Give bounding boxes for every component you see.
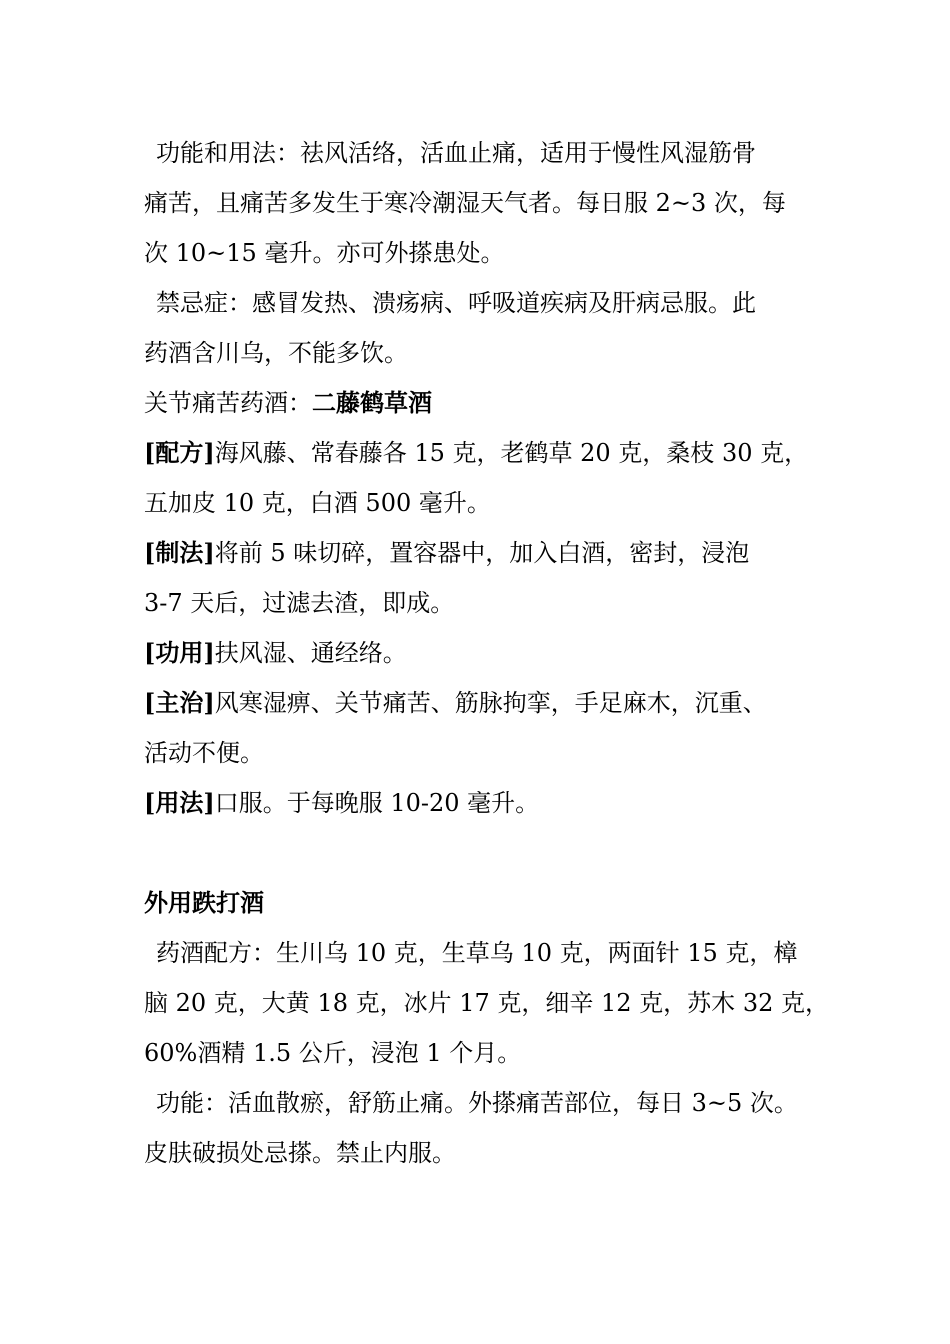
recipe-title-prefix: 关节痛苦药酒： xyxy=(144,389,312,417)
usage-text: 口服。于每晚服 10-20 毫升。 xyxy=(214,789,540,817)
ingredients-label: [配方] xyxy=(144,438,215,467)
indication-text-1: 风寒湿痹、关节痛苦、筋脉拘挛，手足麻木，沉重、 xyxy=(214,689,767,717)
effect-text: 扶风湿、通经络。 xyxy=(214,639,407,667)
preparation-label: [制法] xyxy=(144,538,215,567)
preparation-line-2: 3-7 天后，过滤去渣，即成。 xyxy=(144,589,455,617)
external-function-line-2: 皮肤破损处忌搽。禁止内服。 xyxy=(144,1139,456,1167)
usage-label: [用法] xyxy=(144,788,215,817)
indication-line-2: 活动不便。 xyxy=(144,739,264,767)
ingredients-line-1 xyxy=(144,428,814,478)
external-function-line-1: 功能：活血散瘀，舒筋止痛。外搽痛苦部位，每日 3~5 次。 xyxy=(156,1089,798,1117)
function-usage-line-2: 痛苦，且痛苦多发生于寒冷潮湿天气者。每日服 2~3 次，每 xyxy=(144,189,786,217)
contraindication-line-2: 药酒含川乌，不能多饮。 xyxy=(144,339,408,367)
contraindication-line-1: 禁忌症：感冒发热、溃疡病、呼吸道疾病及肝病忌服。此 xyxy=(156,289,756,317)
section-spacer xyxy=(144,828,814,878)
effect-line xyxy=(144,628,814,678)
external-recipe-line-1: 药酒配方：生川乌 10 克，生草乌 10 克，两面针 15 克，樟 xyxy=(156,939,798,967)
effect-label: [功用] xyxy=(144,638,215,667)
external-recipe-line-3: 60%酒精 1.5 公斤，浸泡 1 个月。 xyxy=(144,1039,522,1067)
recipe-title-name: 二藤鹤草酒 xyxy=(312,388,432,417)
indication-line-1 xyxy=(144,678,814,728)
external-recipe-line-2: 脑 20 克，大黄 18 克，冰片 17 克，细辛 12 克，苏木 32 克， xyxy=(144,989,829,1017)
section-title-external-wine: 外用跌打酒 xyxy=(144,888,264,917)
function-usage-line-3: 次 10~15 毫升。亦可外搽患处。 xyxy=(144,239,505,267)
indication-label: [主治] xyxy=(144,688,215,717)
recipe-title xyxy=(144,378,814,428)
ingredients-line-2: 五加皮 10 克，白酒 500 毫升。 xyxy=(144,489,491,517)
document-page xyxy=(144,128,829,1178)
preparation-line-1 xyxy=(144,528,814,578)
ingredients-text-1: 海风藤、常春藤各 15 克，老鹤草 20 克，桑枝 30 克， xyxy=(214,439,809,467)
usage-line xyxy=(144,778,814,828)
function-usage-line-1: 功能和用法：祛风活络，活血止痛，适用于慢性风湿筋骨 xyxy=(156,139,756,167)
preparation-text-1: 将前 5 味切碎，置容器中，加入白酒，密封，浸泡 xyxy=(214,539,750,567)
